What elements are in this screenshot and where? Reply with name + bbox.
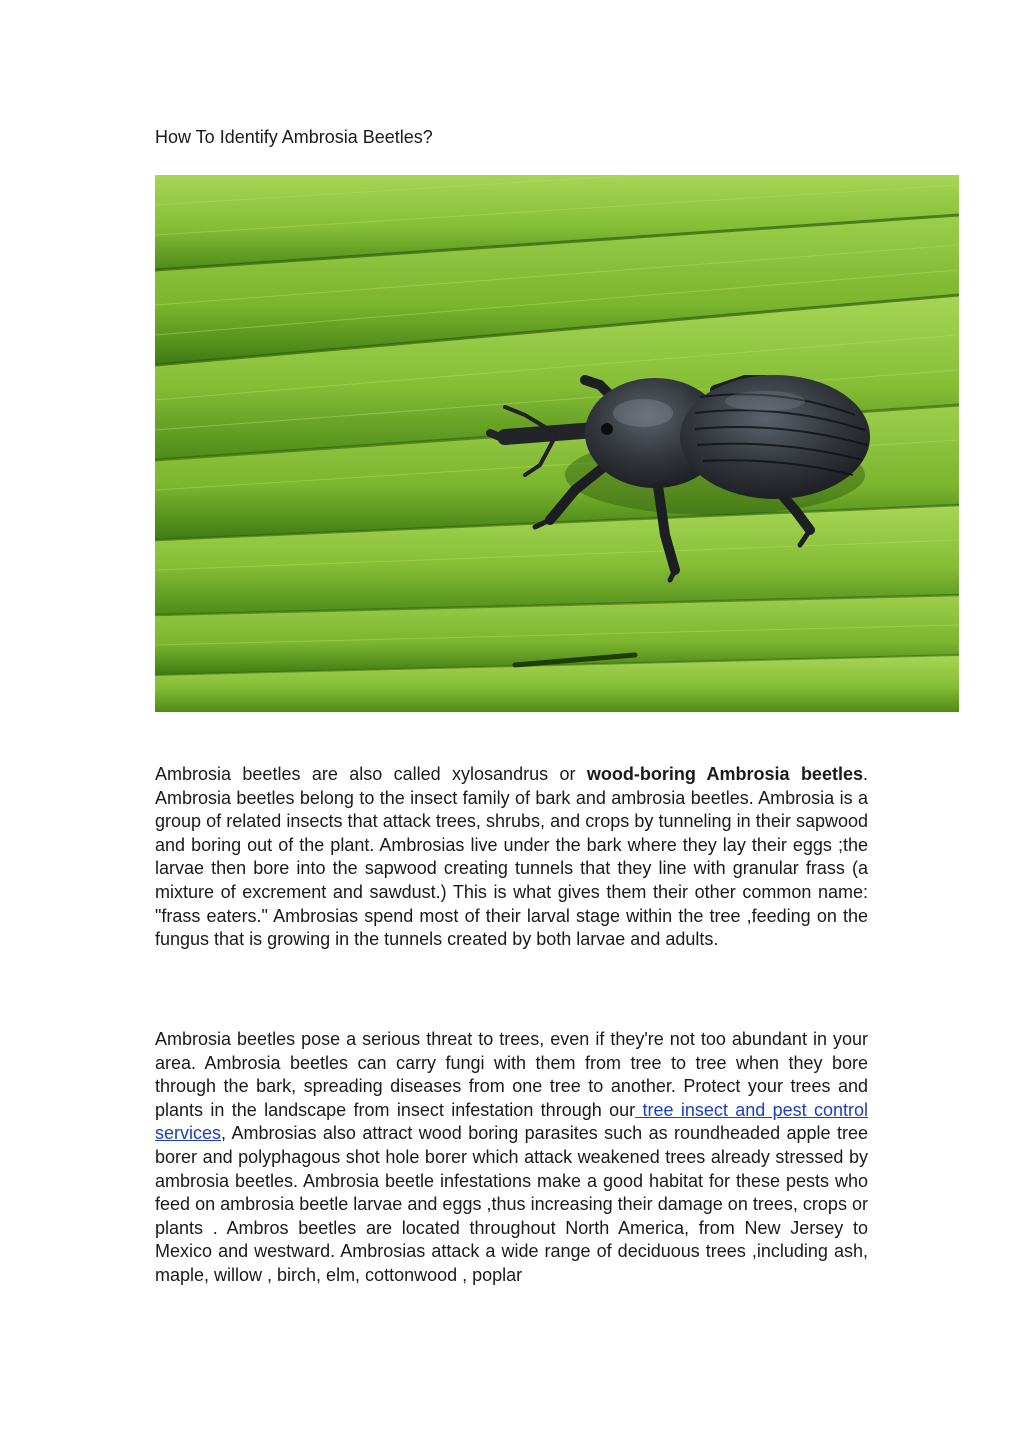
paragraph-threat-lead: Ambrosia beetles pose a serious threat to trees, even if they're not too abundant in your area. Ambrosia beetles can carry fungi with them from tree to tree when they bore through the bark, spreading diseases from one tree to another. Protect your trees and plants in the landscape from insect infestation through our [155,1029,868,1120]
page-title: How To Identify Ambrosia Beetles? [155,127,433,147]
paragraph-threat [155,1028,868,1288]
paragraph-threat-body: , Ambrosias also attract wood boring parasites such as roundheaded apple tree borer and polyphagous shot hole borer which attack weakened trees already stressed by ambrosia beetles. Ambrosia beetle infestations make a good habitat for these pests who feed on ambrosia beetle larvae and eggs ,thus increasing their damage on trees, crops or plants . Ambros beetles are located throughout North America, from New Jersey to Mexico and westward. Ambrosias attack a wide range of deciduous trees ,including ash, maple, willow , birch, elm, cottonwood , poplar [155,1123,868,1285]
paragraph-intro-body: . Ambrosia beetles belong to the insect family of bark and ambrosia beetles. Ambrosia is a group of related insects that attack trees, shrubs, and crops by tunneling in their sapwood and boring out of the plant. Ambrosias live under the bark where they lay their eggs ;the larvae then bore into the sapwood creating tunnels that they line with granular frass (a mixture of excrement and sawdust.) This is what gives them their other common name: "frass eaters." Ambrosias spend most of their larval stage within the tree ,feeding on the fungus that is growing in the tunnels created by both larvae and adults. [155,764,868,950]
bold-term: wood-boring Ambrosia beetles [586,764,863,784]
beetle-photo [155,175,959,712]
paragraph-intro [155,763,868,952]
paragraph-intro-lead: Ambrosia beetles are also called xylosandrus or [155,764,587,784]
pest-control-services-link[interactable]: tree insect and pest control services [155,1099,869,1144]
